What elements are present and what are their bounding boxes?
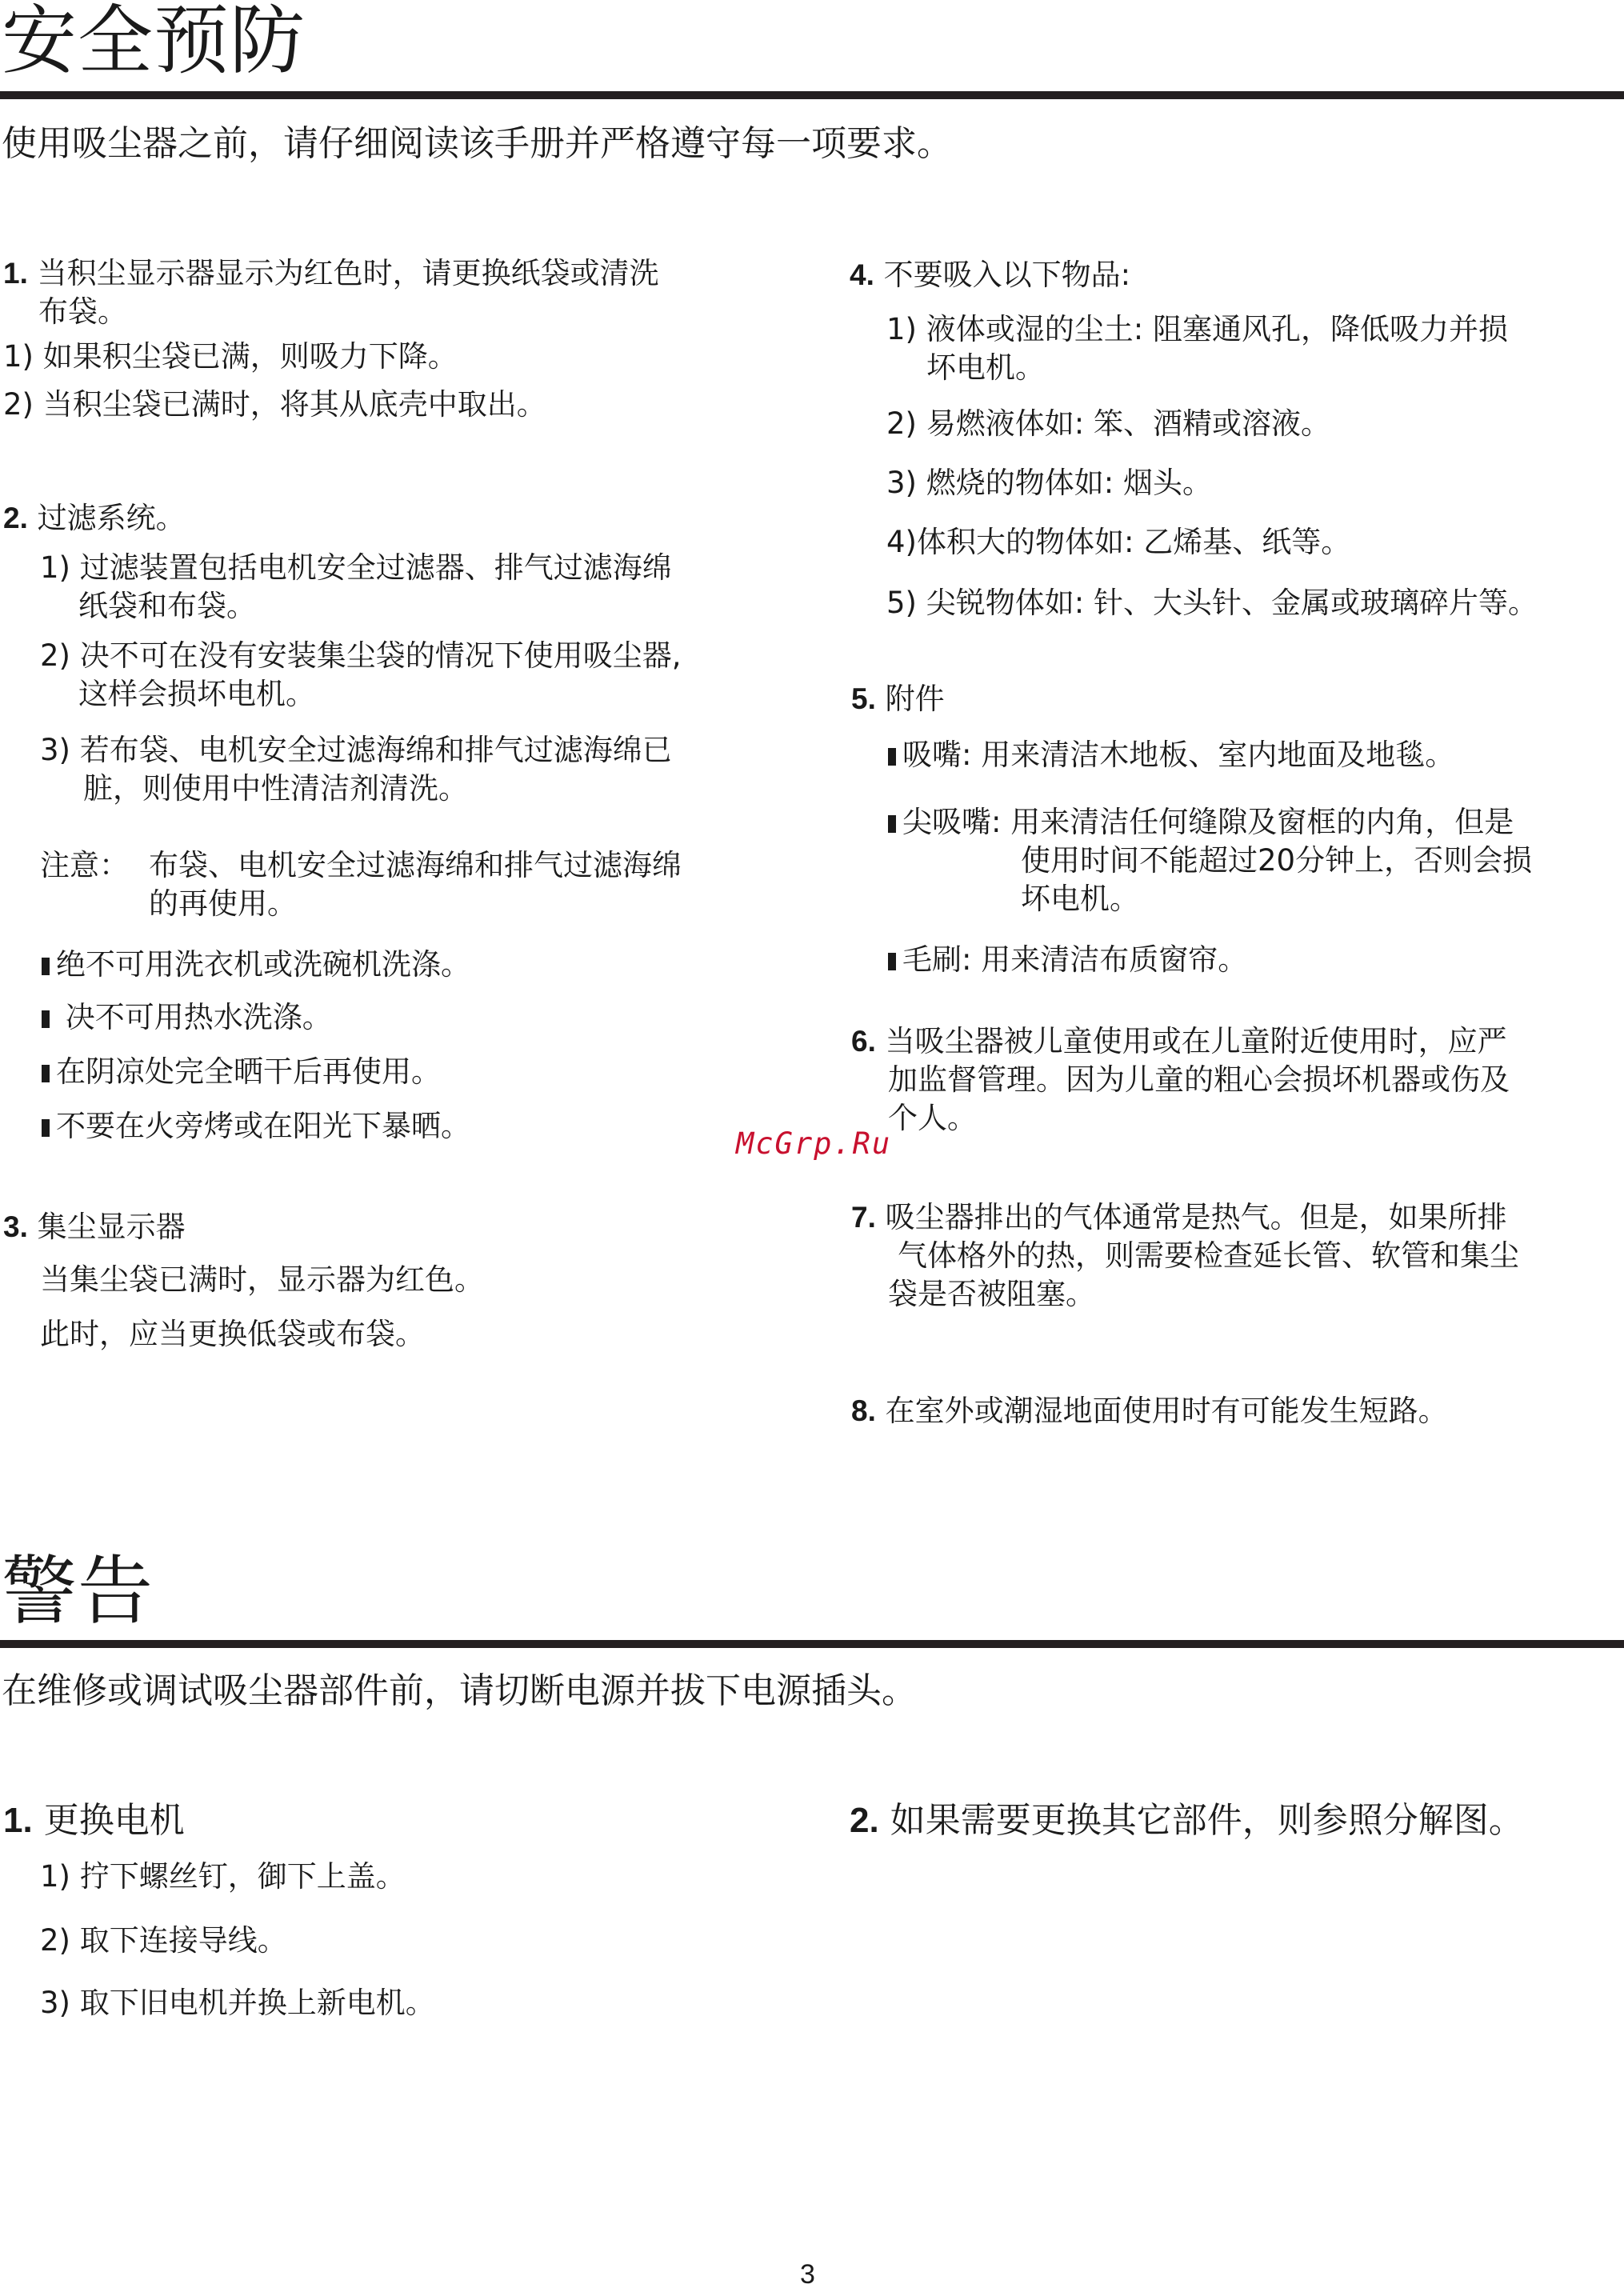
list-item: 毛刷: 用来清洁布质窗帘。 <box>888 941 1247 979</box>
section-number: 8. <box>851 1394 876 1427</box>
list-item: 吸嘴: 用来清洁木地板、室内地面及地毯。 <box>888 736 1454 774</box>
list-item: 在阴凉处完全晒干后再使用。 <box>42 1053 441 1091</box>
list-item: 尖吸嘴: 用来清洁任何缝隙及窗框的内角，但是 <box>888 803 1514 842</box>
section-number: 2. <box>850 1801 879 1840</box>
section-number: 6. <box>851 1025 876 1058</box>
warning-intro: 在维修或调试吸尘器部件前，请切断电源并拔下电源插头。 <box>2 1670 917 1711</box>
bullet-icon <box>42 1010 50 1028</box>
warning-title: 警告 <box>2 1548 154 1635</box>
title-rule <box>0 91 1624 99</box>
section-number: 5. <box>851 682 876 715</box>
safety-intro: 使用吸尘器之前，请仔细阅读该手册并严格遵守每一项要求。 <box>2 123 952 164</box>
section-number: 3. <box>3 1210 28 1243</box>
bullet-icon <box>42 1119 50 1137</box>
section-number: 4. <box>850 258 874 291</box>
bullet-icon <box>888 748 896 766</box>
warning-rule <box>0 1640 1624 1648</box>
list-item: 绝不可用洗衣机或洗碗机洗涤。 <box>42 946 470 984</box>
section-number: 1. <box>3 1801 33 1840</box>
bullet-icon <box>42 958 50 975</box>
list-item: 决不可用热水洗涤。 <box>42 998 332 1037</box>
safety-title: 安全预防 <box>2 0 306 85</box>
bullet-icon <box>888 815 896 833</box>
list-item: 不要在火旁烤或在阳光下暴晒。 <box>42 1107 470 1146</box>
section-number: 7. <box>851 1201 876 1234</box>
section-number: 1. <box>3 257 28 290</box>
page-number: 3 <box>800 2259 815 2290</box>
watermark: McGrp.Ru <box>736 1126 892 1161</box>
bullet-icon <box>42 1065 50 1082</box>
section-number: 2. <box>3 502 28 534</box>
note-label: 注意： <box>40 848 129 882</box>
bullet-icon <box>888 953 896 970</box>
